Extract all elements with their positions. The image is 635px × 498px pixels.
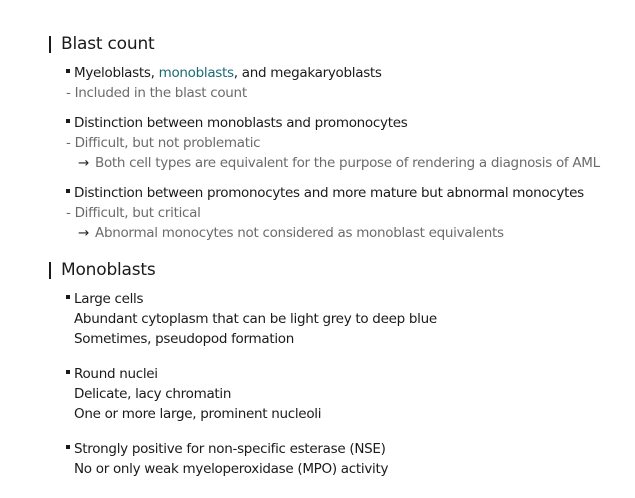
continuation-line: No or only weak myeloperoxidase (MPO) activity [74, 461, 389, 477]
arrow-point [78, 224, 504, 242]
bullet-square-icon [66, 69, 70, 73]
section-marker [49, 262, 51, 279]
right-arrow-icon: → [78, 155, 90, 171]
continuation-line: One or more large, prominent nucleoli [74, 406, 322, 422]
section-title-monoblasts [49, 260, 156, 280]
bullet-text: Distinction between monoblasts and promonocytes [74, 115, 408, 131]
bullet-square-icon [66, 445, 70, 449]
bullet-square-icon [66, 295, 70, 299]
continuation-line: Sometimes, pseudopod formation [74, 331, 294, 347]
bullet-item [66, 365, 158, 383]
bullet-item [66, 440, 386, 458]
bullet-item [66, 290, 143, 308]
arrow-point [78, 154, 600, 172]
section-title-text: Blast count [61, 34, 155, 54]
bullet-text: Strongly positive for non-specific esterase (NSE) [74, 441, 386, 457]
bullet-square-icon [66, 370, 70, 374]
section-title-text: Monoblasts [61, 260, 156, 280]
arrow-point-text: Abnormal monocytes not considered as monoblast equivalents [95, 225, 504, 241]
bullet-square-icon [66, 119, 70, 123]
section-title-blast-count [49, 34, 155, 54]
sub-point: - Difficult, but not problematic [66, 135, 261, 151]
highlighted-term: monoblasts [158, 65, 234, 81]
bullet-text-prefix: Myeloblasts, [74, 65, 159, 81]
section-marker [49, 36, 51, 53]
arrow-point-text: Both cell types are equivalent for the purpose of rendering a diagnosis of AML [95, 155, 600, 171]
continuation-line: Abundant cytoplasm that can be light grey to deep blue [74, 311, 437, 327]
continuation-line: Delicate, lacy chromatin [74, 386, 232, 402]
bullet-item [66, 184, 584, 202]
sub-point: - Included in the blast count [66, 85, 247, 101]
right-arrow-icon: → [78, 225, 90, 241]
bullet-text: Distinction between promonocytes and more mature but abnormal monocytes [74, 185, 584, 201]
bullet-item [66, 64, 382, 82]
bullet-text: Round nuclei [74, 366, 158, 382]
sub-point: - Difficult, but critical [66, 205, 201, 221]
bullet-item [66, 114, 407, 132]
bullet-square-icon [66, 189, 70, 193]
bullet-text: Large cells [74, 291, 144, 307]
bullet-text-suffix: , and megakaryoblasts [233, 65, 382, 81]
